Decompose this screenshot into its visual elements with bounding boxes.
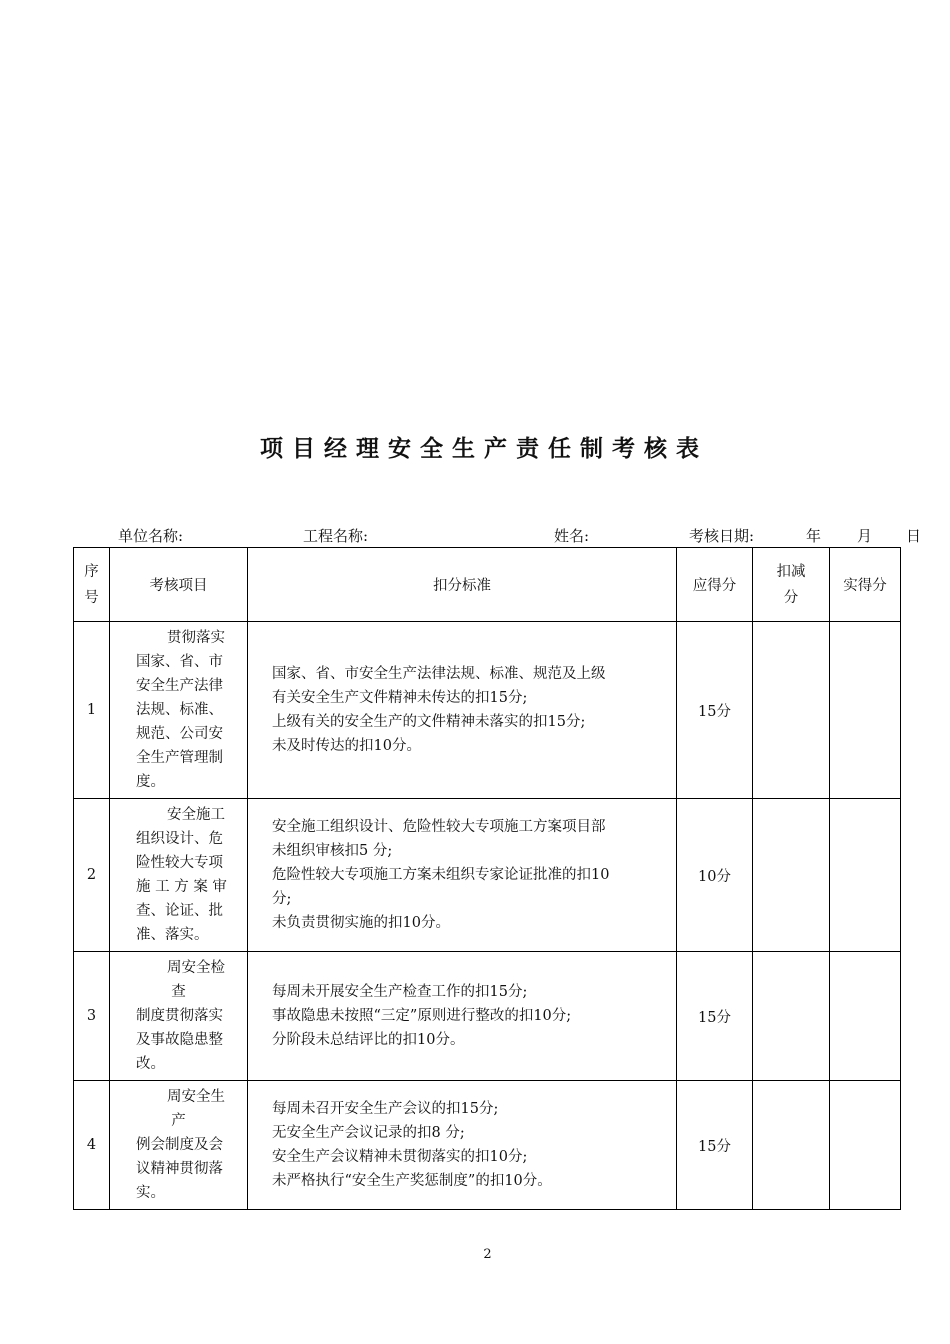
page-number: 2 (483, 1247, 492, 1262)
row-actual-score-cell[interactable] (830, 952, 901, 1081)
row-deduction-cell[interactable] (753, 1081, 830, 1210)
row-serial-no: 4 (74, 1081, 110, 1210)
header-full-score: 应得分 (677, 548, 753, 622)
row-serial-no: 1 (74, 622, 110, 799)
row-full-score: 15分 (677, 622, 753, 799)
row-actual-score-cell[interactable] (830, 622, 901, 799)
row-deduction-cell[interactable] (753, 952, 830, 1081)
project-name-label: 工程名称: (303, 527, 369, 545)
row-full-score: 15分 (677, 1081, 753, 1210)
row-actual-score-cell[interactable] (830, 1081, 901, 1210)
row-full-score: 10分 (677, 799, 753, 952)
info-line (0, 525, 950, 547)
row-criteria: 每周未开展安全生产检查工作的扣15分; 事故隐患未按照“三定”原则进行整改的扣10分; 分阶段未总结评比的扣10分。 (248, 952, 677, 1081)
row-item: 安全施工 组织设计、危 险性较大专项 施 工 方 案 审 查、论证、批 准、落实。 (110, 799, 248, 952)
table-row (74, 1081, 901, 1210)
date-day: 日 (906, 527, 922, 545)
header-actual-score: 实得分 (830, 548, 901, 622)
assessment-date-label: 考核日期: (689, 527, 755, 545)
row-serial-no: 2 (74, 799, 110, 952)
row-criteria: 每周未召开安全生产会议的扣15分; 无安全生产会议记录的扣8 分; 安全生产会议精神未贯彻落实的扣10分; 未严格执行“安全生产奖惩制度”的扣10分。 (248, 1081, 677, 1210)
row-item: 贯彻落实 国家、省、市 安全生产法律 法规、标准、 规范、公司安 全生产管理制 度。 (110, 622, 248, 799)
row-criteria: 安全施工组织设计、危险性较大专项施工方案项目部 未组织审核扣5 分; 危险性较大专项施工方案未组织专家论证批准的扣10 分; 未负责贯彻实施的扣10分。 (248, 799, 677, 952)
date-month: 月 (857, 527, 873, 545)
header-serial-no: 序 号 (74, 548, 110, 622)
table-row (74, 799, 901, 952)
row-item: 周安全生 产 例会制度及会 议精神贯彻落 实。 (110, 1081, 248, 1210)
row-actual-score-cell[interactable] (830, 799, 901, 952)
row-deduction-cell[interactable] (753, 799, 830, 952)
row-serial-no: 3 (74, 952, 110, 1081)
person-name-label: 姓名: (554, 527, 590, 545)
table-row (74, 622, 901, 799)
header-criteria: 扣分标准 (248, 548, 677, 622)
row-item: 周安全检 查 制度贯彻落实 及事故隐患整 改。 (110, 952, 248, 1081)
row-deduction-cell[interactable] (753, 622, 830, 799)
assessment-table (73, 547, 901, 1210)
unit-name-label: 单位名称: (118, 527, 184, 545)
date-year: 年 (806, 527, 822, 545)
document-title: 项目经理安全生产责任制考核表 (260, 436, 708, 462)
header-deduction: 扣减 分 (753, 548, 830, 622)
header-item: 考核项目 (110, 548, 248, 622)
row-full-score: 15分 (677, 952, 753, 1081)
row-criteria: 国家、省、市安全生产法律法规、标准、规范及上级 有关安全生产文件精神未传达的扣15分; 上级有关的安全生产的文件精神未落实的扣15分; 未及时传达的扣10分。 (248, 622, 677, 799)
table-row (74, 952, 901, 1081)
table-header-row (74, 548, 901, 622)
